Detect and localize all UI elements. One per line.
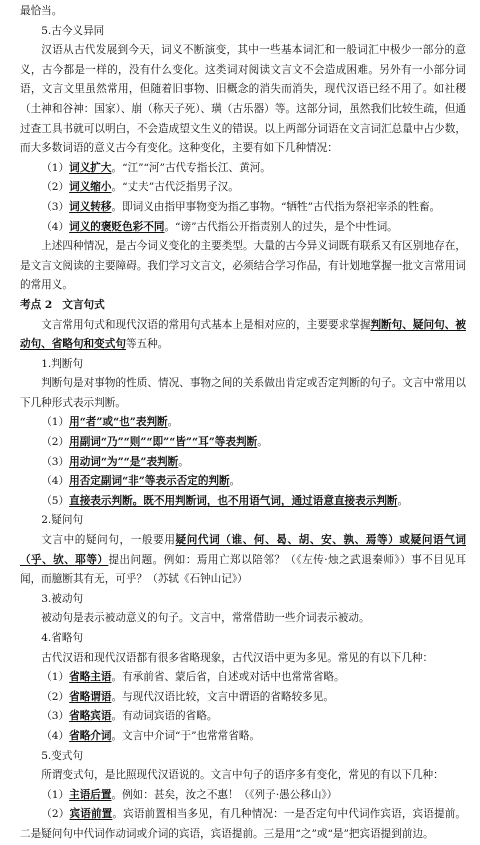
list-item-meaning-3: （3）词义转移。即词义由指甲事物变为指乙事物。“牺牲”古代指为祭祀宰杀的牲畜。: [41, 200, 441, 213]
list-item-judgment-5: （5）直接表示判断。既不用判断词，也不用语气词，通过语意直接表示判断。: [41, 494, 409, 507]
paragraph-judgment: 判断句是对事物的性质、情况、事物之间的关系做出肯定或否定判断的句子。文言中常用以下几种形式表示判断。: [20, 377, 466, 409]
paragraph-question: 文言中的疑问句，一般要用疑问代词（谁、何、曷、胡、安、孰、焉等）或疑问语气词（乎、欤、耶等）提出问题。例如：焉用亡郑以陪邻？（《左传·烛之武退秦师》）事不目见耳闻，而臆断其有无，可乎？（苏轼《石钟山记》）: [20, 534, 467, 586]
paragraph-word-meaning: 汉语从古代发展到今天，词义不断演变，其中一些基本词汇和一般词汇中极少一部分的意义，古今都是一样的，没有什么变化。这类词对阅读文言文不会造成困难。另外有一小部分词语，文言文里虽然常用，但随着旧事物、旧概念的消失而消失，现代汉语已经不用了。如社稷（土神和谷神：国家）、崩（称天子死）、璜（古乐器）等。这部分词，虽然我们比较生疏，但通过查工具书就可以明白，不会造成望文生义的错误。以上两部分词语在文言词汇总量中占少数，而大多数词语的意义古今有变化。这种变化，主要有如下几种情况：: [20, 44, 466, 155]
paragraph-variant: 所谓变式句，是比照现代汉语说的。文言中句子的语序多有变化，常见的有以下几种：: [41, 769, 444, 782]
list-item-judgment-4: （4）用否定副词“非”等表示否定的判断。: [41, 475, 241, 488]
continuation-line: 最恰当。: [20, 5, 63, 17]
section-heading-variant: 5.变式句: [41, 749, 84, 762]
kaodian-heading: 考点 2 文言句式: [20, 298, 105, 311]
list-item-omission-2: （2）省略谓语。与现代汉语比较，文言中谓语的省略较多见。: [41, 690, 334, 703]
list-item-judgment-1: （1）用“者”或“也”表判断。: [41, 416, 179, 429]
list-item-omission-4: （4）省略介词。文言中介词“于”也常常省略。: [41, 729, 261, 742]
list-item-meaning-4: （4）词义的褒贬色彩不同。“谤”古代指公开指责别人的过失，是个中性词。: [41, 220, 398, 233]
list-item-variant-1: （1）主语后置。例如：甚矣，汝之不惠！（《列子·愚公移山》）: [41, 788, 338, 801]
list-item-omission-1: （1）省略主语。有承前省、蒙后省，自述或对话中也常常省略。: [41, 671, 345, 684]
section-heading-passive: 3.被动句: [41, 592, 84, 605]
section-heading-question: 2.疑问句: [41, 514, 84, 527]
list-item-variant-2: （2）宾语前置。宾语前置相当多见，有几种情况：一是否定句中代词作宾语，宾语提前。二是疑问句中代词作动词或介词的宾语，宾语提前。三是用“之”或“是”把宾语提到前边。: [20, 808, 467, 840]
paragraph-summary: 上述四种情况，是古今词义变化的主要类型。大量的古今异义词既有联系又有区别地存在，是文言文阅读的主要障碍。我们学习文言文，必须结合学习作品，有计划地掌握一批文言常用词的常用义。: [20, 240, 466, 292]
list-item-meaning-2: （2）词义缩小。“丈夫”古代泛指男子汉。: [41, 181, 239, 194]
list-item-meaning-1: （1）词义扩大。“江”“河”古代专指长江、黄河。: [41, 161, 271, 174]
paragraph-omission: 古代汉语和现代汉语都有很多省略现象，古代汉语中更为多见。常见的有以下几种：: [41, 651, 434, 664]
list-item-omission-3: （3）省略宾语。有动词宾语的省略。: [41, 710, 218, 723]
paragraph-passive: 被动句是表示被动意义的句子。文言中，常常借助一些介词表示被动。: [41, 612, 370, 625]
section-heading-omission: 4.省略句: [41, 632, 84, 644]
section-heading-judgment: 1.判断句: [41, 357, 84, 370]
paragraph-sentence-patterns: 文言常用句式和现代汉语的常用句式基本上是相对应的，主要要求掌握判断句、疑问句、被动句、省略句和变式句等五种。: [20, 318, 466, 351]
list-item-judgment-2: （2）用副词“乃”“则”“即”“皆”“耳”等表判断。: [41, 436, 268, 449]
list-item-judgment-3: （3）用动词“为”“是”表判断。: [41, 455, 189, 468]
section-heading-5: 5.古今义异同: [41, 24, 105, 37]
